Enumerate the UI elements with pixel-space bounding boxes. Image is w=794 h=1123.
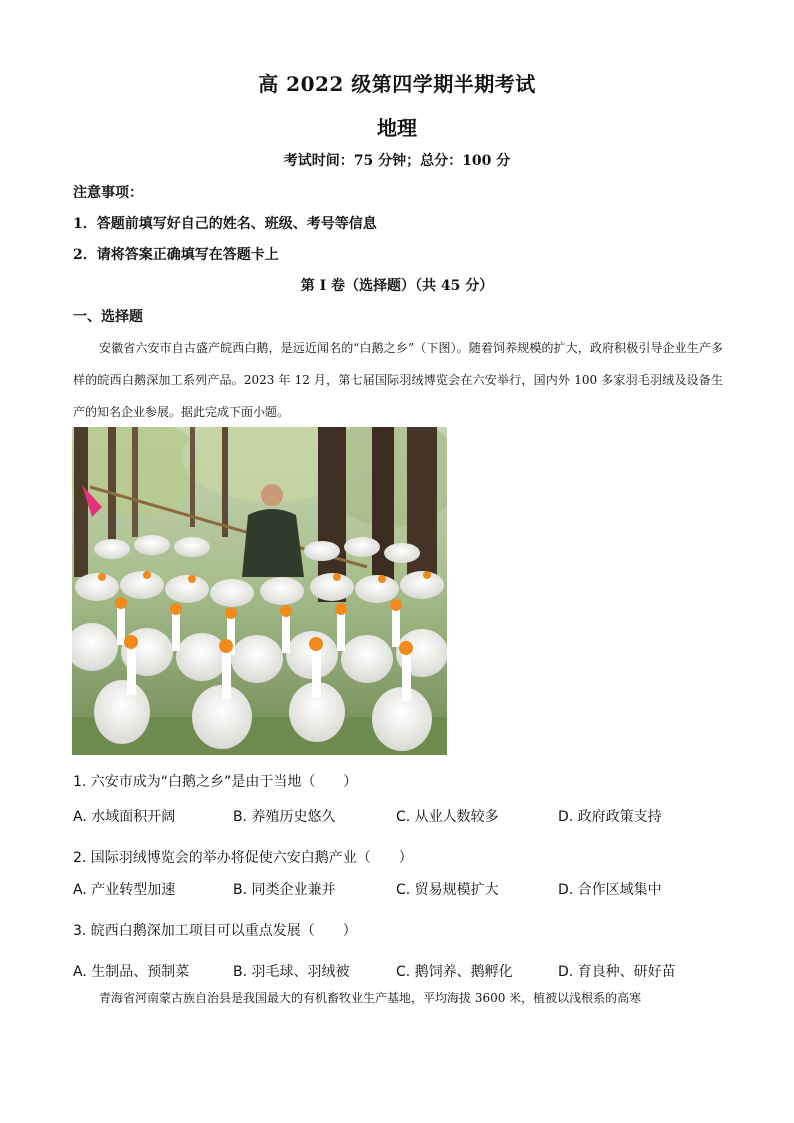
geese-photo	[72, 427, 447, 755]
exam-title: 高 2022 级第四学期半期考试	[258, 72, 536, 96]
subject-title: 地理	[377, 116, 417, 140]
part-title: 一、选择题	[73, 309, 143, 325]
option-b: B. 养殖历史悠久	[233, 809, 336, 825]
note-item: 2．请将答案正确填写在答题卡上	[73, 247, 279, 263]
option-c: C. 从业人数较多	[396, 809, 499, 825]
option-d: D. 合作区域集中	[558, 882, 662, 898]
exam-info: 考试时间：75 分钟；总分：100 分	[283, 153, 511, 169]
option-c: C. 鹅饲养、鹅孵化	[396, 964, 513, 980]
option-c: C. 贸易规模扩大	[396, 882, 499, 898]
option-row	[73, 961, 733, 981]
option-a: A. 水域面积开阔	[73, 809, 176, 825]
option-a: A. 生制品、预制菜	[73, 964, 190, 980]
note-item: 1．答题前填写好自己的姓名、班级、考号等信息	[73, 216, 377, 232]
question-stem: 3. 皖西白鹅深加工项目可以重点发展（ ）	[73, 923, 357, 939]
section-title: 第 I 卷（选择题）（共 45 分）	[300, 278, 494, 294]
option-b: B. 同类企业兼并	[233, 882, 336, 898]
reading-passage: 安徽省六安市自古盛产皖西白鹅，是远近闻名的“白鹅之乡”（下图）。随着饲养规模的扩大，政府积极引导企业生产多样的皖西白鹅深加工系列产品。2023 年 12 月，第七届国际羽绒博览会在六安举行，国内外 100 多家羽毛羽绒及设备生产的知名企业参展。据此完成下面小题。	[73, 341, 723, 419]
option-d: D. 育良种、研好苗	[558, 964, 676, 980]
option-row	[73, 879, 733, 899]
question-stem: 2. 国际羽绒博览会的举办将促使六安白鹅产业（ ）	[73, 850, 413, 866]
option-b: B. 羽毛球、羽绒被	[233, 964, 350, 980]
notes-heading: 注意事项：	[73, 185, 143, 201]
option-a: A. 产业转型加速	[73, 882, 176, 898]
option-row	[73, 806, 733, 826]
question-stem: 1. 六安市成为“白鹅之乡”是由于当地（ ）	[73, 774, 358, 790]
reading-passage: 青海省河南蒙古族自治县是我国最大的有机畜牧业生产基地，平均海拔 3600 米，植被以浅根系的高寒	[99, 991, 642, 1005]
option-d: D. 政府政策支持	[558, 809, 662, 825]
